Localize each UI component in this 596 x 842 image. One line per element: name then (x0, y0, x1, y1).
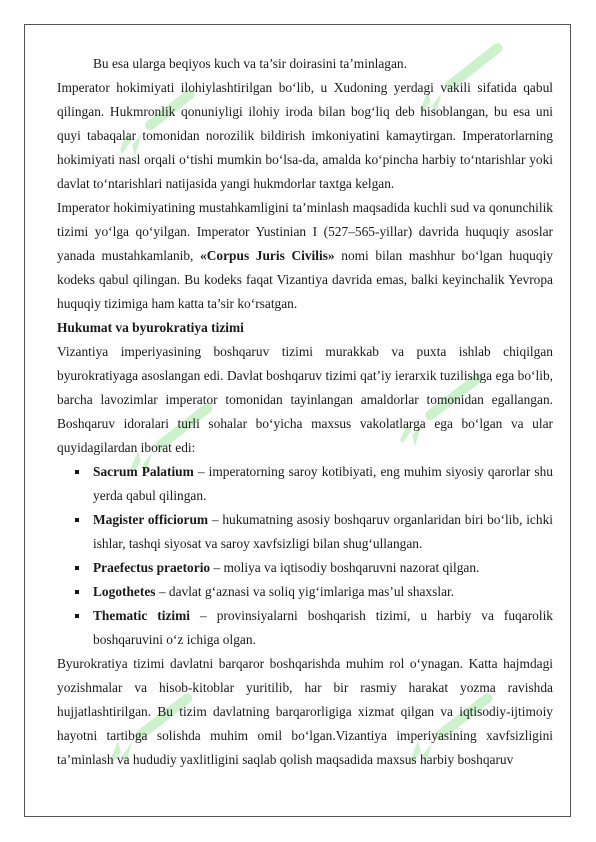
list-item: Praefectus praetorio – moliya va iqtisodiy boshqaruvni nazorat qilgan. (93, 556, 553, 580)
section-heading: Hukumat va byurokratiya tizimi (57, 320, 244, 335)
bullet-list (57, 460, 553, 652)
list-item: Logothetes – davlat g‘aznasi va soliq yig‘imlariga mas’ul shaxslar. (93, 580, 553, 604)
document-body (57, 52, 553, 772)
paragraph: Vizantiya imperiyasining boshqaruv tizimi murakkab va puxta ishlab chiqilgan byurokratiyaga asoslangan edi. Davlat boshqaruv tizimi qat’iy ierarxik tuzilishga ega bo‘lib, barcha lavozimlar imperator tomonidan tayinlangan amaldorlar tomonidan egallangan. Boshqaruv idoralari turli sohalar bo‘yicha maxsus vakolatlarga ega bo‘lgan va ular quyidagilardan iborat edi: (57, 344, 553, 455)
bullet-icon (75, 470, 79, 474)
list-item: Magister officiorum – hukumatning asosiy boshqaruv organlaridan biri bo‘lib, ichki ishlar, tashqi siyosat va saroy xavfsizligi bilan shug‘ullangan. (93, 508, 553, 556)
bullet-icon (75, 566, 79, 570)
list-item: Sacrum Palatium – imperatorning saroy kotibiyati, eng muhim siyosiy qarorlar shu yerda qabul qilingan. (93, 460, 553, 508)
bold-term: «Corpus Juris Civilis» (200, 248, 335, 263)
paragraph: Byurokratiya tizimi davlatni barqaror boshqarishda muhim rol o‘ynagan. Katta hajmdagi yozishmalar va hisob-kitoblar yuritilib, har bir rasmiy harakat yozma ravishda hujjatlashtirilgan. Bu tizim davlatning barqarorligiga xizmat qilgan va iqtisodiy-ijtimoiy hayotni tartibga solishda muhim omil bo‘lgan.Vizantiya imperiyasining xavfsizligini ta’minlash va hududiy yaxlitligini saqlab qolish maqsadida maxsus harbiy boshqaruv (57, 656, 553, 767)
paragraph: Imperator hokimiyati ilohiylashtirilgan bo‘lib, u Xudoning yerdagi vakili sifatida qabul qilingan. Hukmronlik qonuniyligi ilohiy iroda bilan bog‘liq deb hisoblangan, bu esa uni quyi tabaqalar tomonidan norozilik bildirish imkoniyatini kamaytirgan. Imperatorlarning hokimiyati nasl orqali o‘tishi mumkin bo‘lsa-da, amalda ko‘pincha harbiy to‘ntarishlar yoki davlat to‘ntarishlari natijasida yangi hukmdorlar taxtga kelgan. (57, 80, 553, 191)
paragraph: Bu esa ularga beqiyos kuch va ta’sir doirasini ta’minlagan. (93, 56, 407, 71)
list-item: Thematic tizimi – provinsiyalarni boshqarish tizimi, u harbiy va fuqarolik boshqaruvini o‘z ichiga olgan. (93, 604, 553, 652)
bullet-icon (75, 590, 79, 594)
paragraph: Imperator hokimiyatining mustahkamligini ta’minlash maqsadida kuchli sud va qonunchilik tizimi yo‘lga qo‘yilgan. Imperator Yustinian I (527–565-yillar) davrida huquqiy asoslar yanada mustahkamlanib, «Corpus Juris Civilis» nomi bilan mashhur bo‘lgan huquqiy kodeks qabul qilingan. Bu kodeks faqat Vizantiya davrida emas, balki keyinchalik Yevropa huquqiy tizimiga ham katta ta’sir ko‘rsatgan. (57, 200, 553, 311)
bullet-icon (75, 518, 79, 522)
bullet-icon (75, 614, 79, 618)
